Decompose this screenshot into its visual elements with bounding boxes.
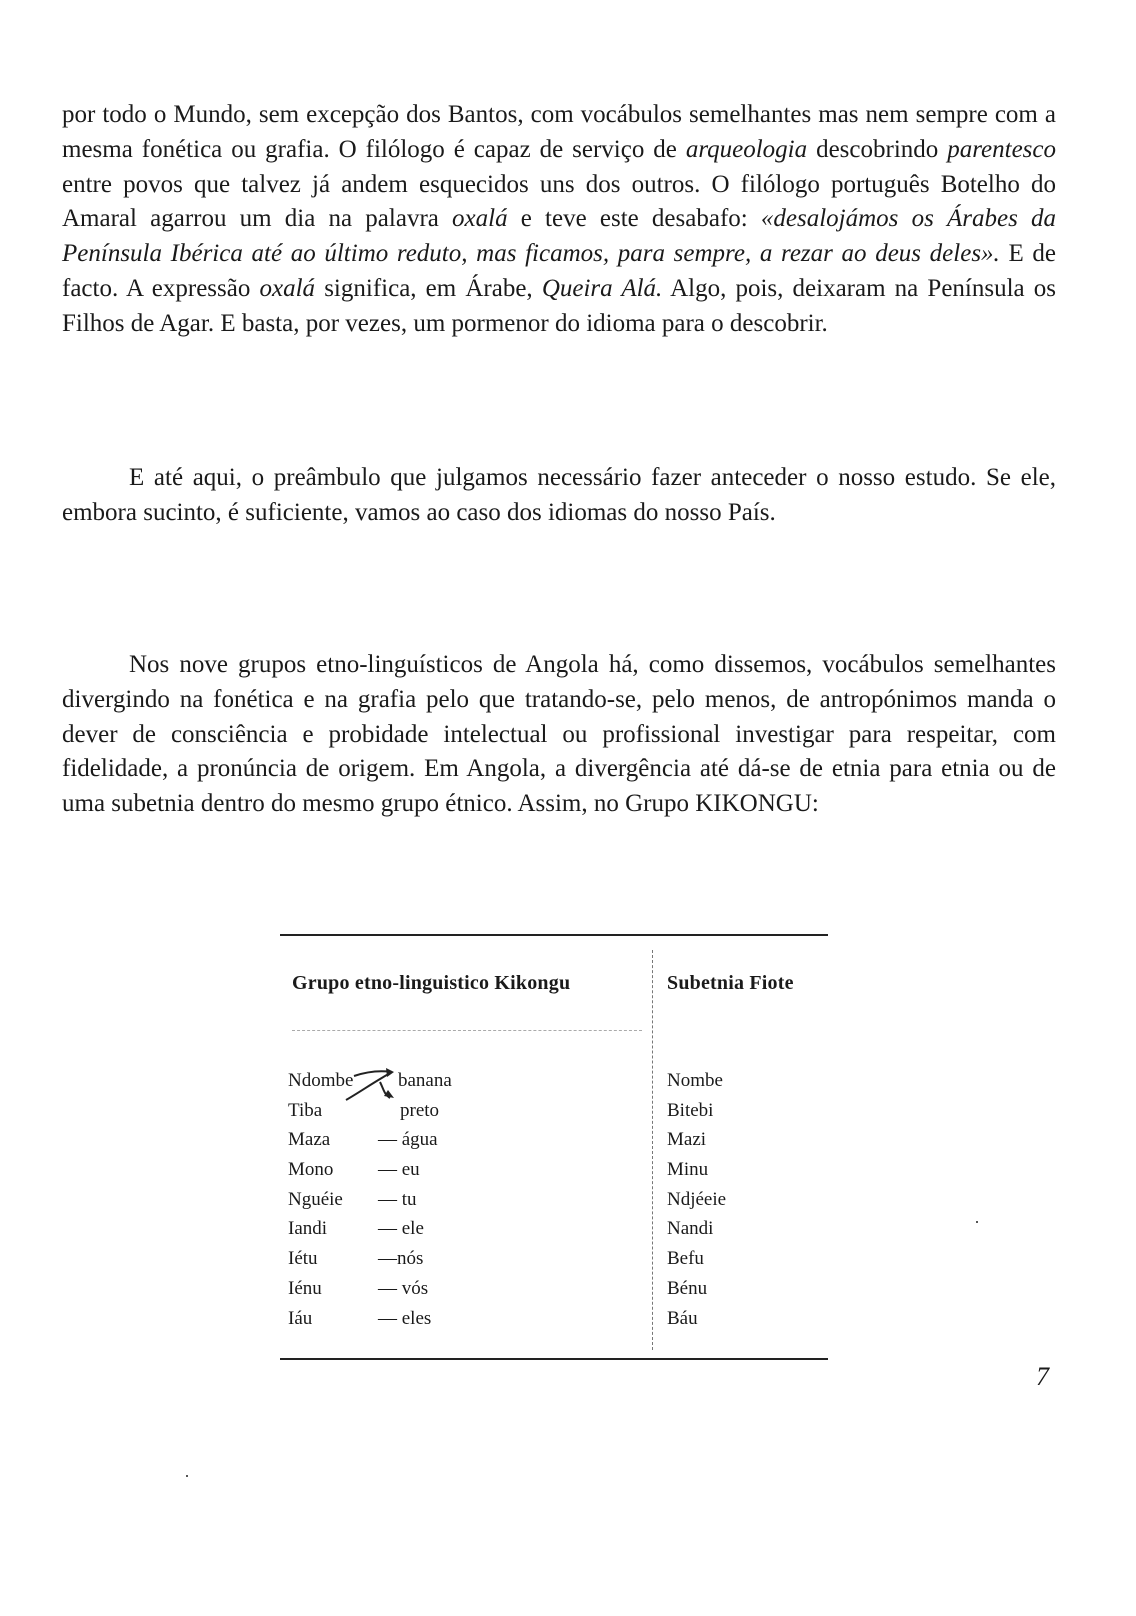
fiote-word: Báu <box>667 1307 698 1329</box>
word-meaning: banana <box>398 1070 452 1091</box>
scan-speck <box>186 1475 188 1477</box>
table-row <box>280 1244 828 1274</box>
vocabulary-table <box>280 934 828 1362</box>
fiote-word: Nombe <box>667 1070 723 1091</box>
table-row <box>280 1185 828 1215</box>
word-meaning: — ele <box>378 1218 424 1240</box>
table-row <box>280 1274 828 1304</box>
text-run: E de facto. A expressão <box>62 240 1056 302</box>
kikongu-word: Mono <box>288 1159 334 1181</box>
fiote-word: Bitebi <box>667 1099 714 1121</box>
text-run: significa, em Árabe, <box>315 274 542 302</box>
page-number: 7 <box>1036 1362 1049 1391</box>
header-separator <box>292 1030 642 1031</box>
text-run: Algo, pois, deixaram na Península os Filhos de Agar. E basta, por vezes, um pormenor do idioma para o descobrir. <box>62 274 1056 337</box>
table-row <box>280 1125 828 1155</box>
kikongu-word: Nguéie <box>288 1188 343 1210</box>
italic-term: arqueologia <box>685 135 808 163</box>
fiote-word: Nandi <box>667 1218 714 1240</box>
table-row <box>280 1155 828 1185</box>
text-run: descobrindo <box>807 135 948 163</box>
text-run: por todo o Mundo, sem excepção dos Bantos, com vocábulos semelhantes mas nem sempre com a mesma fonética ou grafia. O filólogo é capaz de serviço de <box>62 101 1056 163</box>
fiote-word: Bénu <box>667 1277 708 1299</box>
kikongu-word: Iáu <box>288 1307 313 1329</box>
paragraph-preamble: E até aqui, o preâmbulo que julgamos necessário fazer anteceder o nosso estudo. Se ele, embora sucinto, é suficiente, vamos ao caso dos idiomas do nosso País. <box>62 464 1056 526</box>
italic-term: oxalá <box>452 205 508 233</box>
word-meaning: — tu <box>378 1188 417 1210</box>
italic-term: parentesco <box>947 135 1056 163</box>
fiote-word: Ndjéeie <box>667 1188 727 1210</box>
kikongu-word: Iétu <box>288 1248 318 1270</box>
table-row <box>280 1304 828 1334</box>
table-top-rule <box>280 934 828 936</box>
kikongu-word: Maza <box>288 1129 331 1151</box>
table-header-fiote: Subetnia Fiote <box>667 972 794 994</box>
text-run: entre povos que talvez já andem esquecidos uns dos outros. O filólogo português Botelho do Amaral agarrou um dia na palavra <box>62 170 1056 233</box>
scan-speck <box>976 1221 978 1223</box>
word-meaning: preto <box>400 1099 440 1121</box>
word-meaning: —nós <box>378 1248 424 1270</box>
kikongu-word: Iénu <box>288 1277 322 1299</box>
italic-term: Queira Alá. <box>541 274 663 302</box>
italic-term: oxalá <box>259 274 316 302</box>
fiote-word: Befu <box>667 1248 704 1270</box>
paragraph-groups: Nos nove grupos etno-linguísticos de Angola há, como dissemos, vocábulos semelhantes divergindo na fonética e na grafia pelo que tratando-se, pelo menos, de antropónimos manda o dever de consciência e probidade intelectual ou profissional investigar para respeitar, com fidelidade, a pronúncia de origem. Em Angola, a divergência até dá-se de etnia para etnia ou de uma subetnia dentro do mesmo grupo étnico. Assim, no Grupo KIKONGU: <box>62 651 1056 818</box>
crossed-arrows-icon <box>340 1062 410 1126</box>
word-meaning: — água <box>378 1129 438 1151</box>
italic-quote: «desalojámos os Árabes da Península Ibérica até ao último reduto, mas ficamos, para sempre, a rezar ao deus deles». <box>62 205 1057 268</box>
kikongu-word: Ndombe <box>288 1070 354 1091</box>
table-bottom-rule <box>280 1358 828 1360</box>
fiote-word: Mazi <box>667 1129 707 1151</box>
table-row <box>280 1214 828 1244</box>
paragraph-intro <box>62 98 1056 342</box>
kikongu-word: Tiba <box>288 1099 323 1121</box>
fiote-word: Minu <box>667 1159 709 1181</box>
word-meaning: — eles <box>378 1307 432 1329</box>
word-meaning: — eu <box>378 1159 420 1181</box>
word-meaning: — vós <box>378 1277 429 1299</box>
text-run: e teve este desabafo: <box>507 205 761 233</box>
table-header-kikongu: Grupo etno-linguistico Kikongu <box>292 972 571 994</box>
kikongu-word: Iandi <box>288 1218 328 1240</box>
